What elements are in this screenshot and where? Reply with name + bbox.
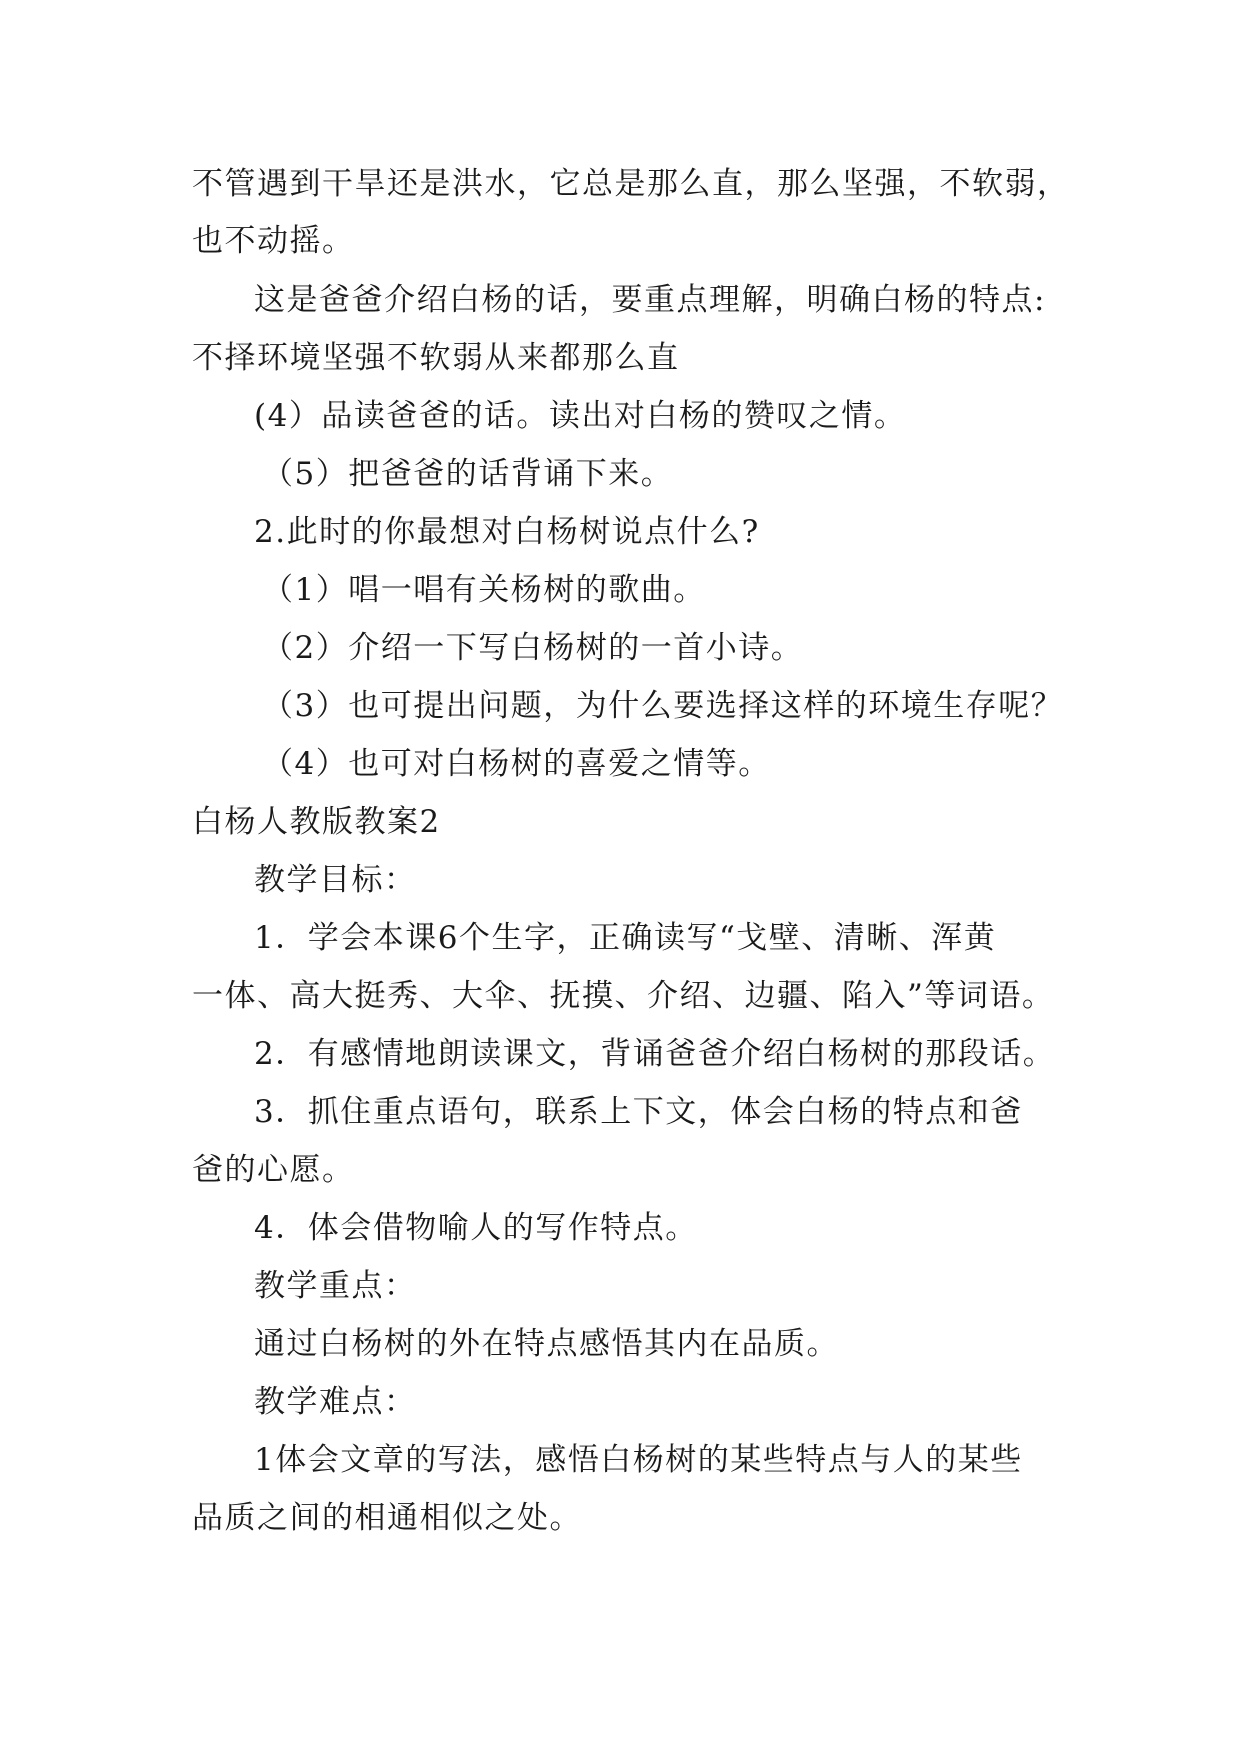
paragraph-line: 也不动摇。 (192, 223, 355, 259)
list-item: （4）也可对白杨树的喜爱之情等。 (262, 746, 771, 782)
subsection-heading: 教学目标： (254, 862, 417, 898)
list-item: （3）也可提出问题，为什么要选择这样的环境生存呢？ (262, 688, 1064, 724)
list-item: 2.此时的你最想对白杨树说点什么? (254, 514, 760, 550)
paragraph-line: 爸的心愿。 (192, 1152, 355, 1188)
subsection-heading: 教学重点： (254, 1268, 417, 1304)
list-item: 2．有感情地朗读课文，背诵爸爸介绍白杨树的那段话。 (254, 1036, 1056, 1072)
paragraph-line: 通过白杨树的外在特点感悟其内在品质。 (254, 1326, 839, 1362)
paragraph-line: 1体会文章的写法，感悟白杨树的某些特点与人的某些 (254, 1442, 1023, 1478)
list-item: （5）把爸爸的话背诵下来。 (262, 456, 674, 492)
subsection-heading: 教学难点： (254, 1384, 417, 1420)
list-item: 3．抓住重点语句，联系上下文，体会白杨的特点和爸 (254, 1094, 1023, 1130)
paragraph-line: 一体、高大挺秀、大伞、抚摸、介绍、边疆、陷入”等词语。 (192, 978, 1055, 1014)
list-item: (4）品读爸爸的话。读出对白杨的赞叹之情。 (254, 398, 907, 434)
paragraph-line: 品质之间的相通相似之处。 (192, 1500, 582, 1536)
paragraph-line: 不管遇到干旱还是洪水，它总是那么直，那么坚强，不软弱， (192, 166, 1070, 202)
list-item: （2）介绍一下写白杨树的一首小诗。 (262, 630, 804, 666)
section-heading: 白杨人教版教案2 (192, 804, 441, 840)
paragraph-line: 这是爸爸介绍白杨的话，要重点理解，明确白杨的特点: (254, 282, 1046, 318)
paragraph-line: 不择环境坚强不软弱从来都那么直 (192, 340, 680, 376)
list-item: 4．体会借物喻人的写作特点。 (254, 1210, 698, 1246)
list-item: （1）唱一唱有关杨树的歌曲。 (262, 572, 706, 608)
list-item: 1．学会本课6个生字，正确读写“戈壁、清晰、浑黄 (254, 920, 997, 956)
